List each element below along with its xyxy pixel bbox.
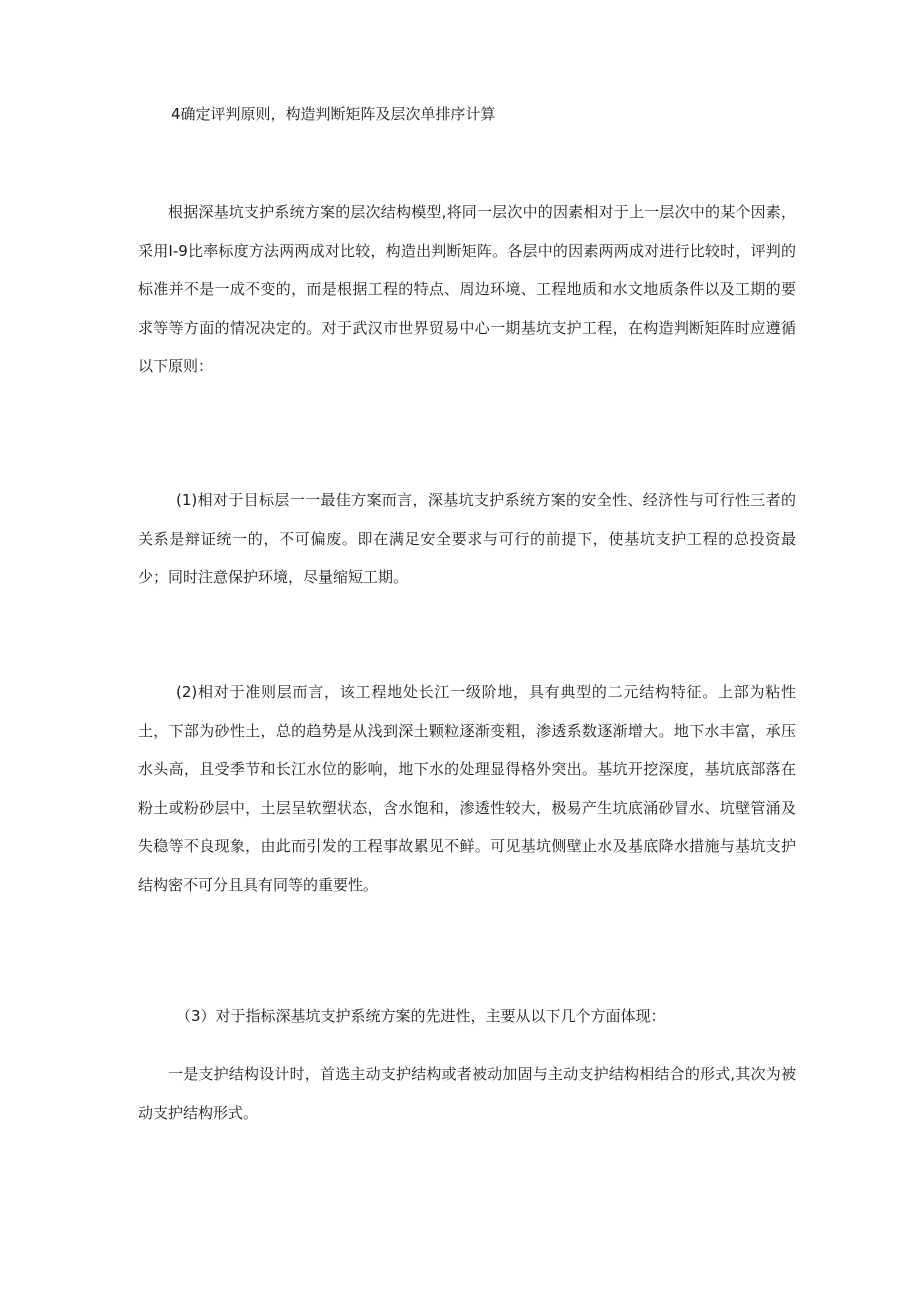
paragraph-intro: 根据深基坑支护系统方案的层次结构模型,将同一层次中的因素相对于上一层次中的某个因素，采用I-9比率标度方法两两成对比较，构造出判断矩阵。各层中的因素两两成对进行比较时，评判的标准并不是一成不变的，而是根据工程的特点、周边环境、工程地质和水文地质条件以及工期的要求等等方面的情况决定的。对于武汉市世界贸易中心一期基坑支护工程，在构造判断矩阵时应遵循以下原则： (138, 203, 796, 375)
paragraph-principle-3: （3）对于指标深基坑支护系统方案的先进性，主要从以下几个方面体现： (176, 1007, 666, 1025)
paragraph-principle-1: (1)相对于目标层一一最佳方案而言，深基坑支护系统方案的安全性、经济性与可行性三者的关系是辩证统一的，不可偏废。即在满足安全要求与可行的前提下，使基坑支护工程的总投资最少；同时注意保护环境，尽量缩短工期。 (138, 491, 796, 586)
paragraph-point-1: 一是支护结构设计时，首选主动支护结构或者被动加固与主动支护结构相结合的形式,其次为被动支护结构形式。 (138, 1065, 796, 1122)
section-heading: 4确定评判原则，构造判断矩阵及层次单排序计算 (171, 105, 496, 123)
paragraph-principle-2: (2)相对于准则层而言，该工程地处长江一级阶地，具有典型的二元结构特征。上部为粘性土，下部为砂性土，总的趋势是从浅到深土颗粒逐渐变粗，渗透系数逐渐增大。地下水丰富，承压水头高，且受季节和长江水位的影响，地下水的处理显得格外突出。基坑开挖深度，基坑底部落在粉土或粉砂层中，土层呈软塑状态，含水饱和，渗透性较大，极易产生坑底涌砂冒水、坑壁管涌及失稳等不良现象，由此而引发的工程事故累见不鲜。可见基坑侧壁止水及基底降水措施与基坑支护结构密不可分且具有同等的重要性。 (138, 683, 796, 894)
